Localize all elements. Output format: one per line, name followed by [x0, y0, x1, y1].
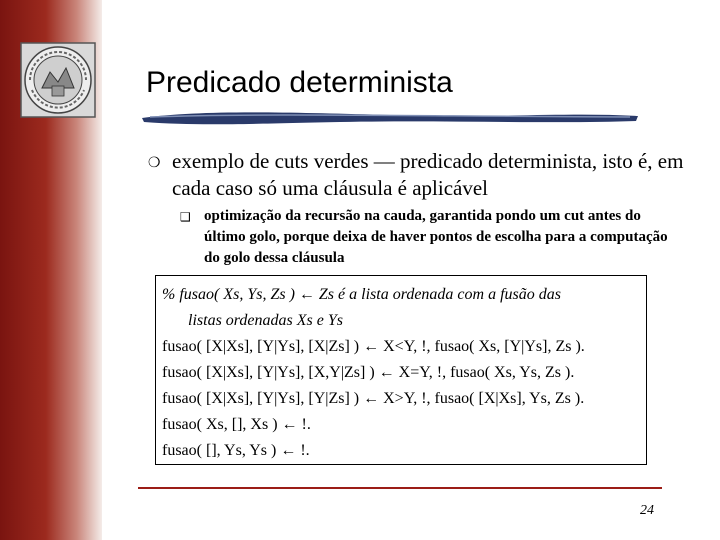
bullet-text: exemplo de cuts verdes — predicado determinista, isto é, em cada caso só uma cláusula é aplicável	[172, 149, 684, 200]
code-line: fusao( Xs, [], Xs ) ← !.	[162, 416, 311, 433]
code-line: fusao( [X|Xs], [Y|Ys], [X,Y|Zs] ) ← X=Y, !, fusao( Xs, Ys, Zs ).	[162, 364, 575, 381]
slide-title: Predicado determinista	[146, 66, 453, 99]
bullet-level2	[180, 206, 670, 269]
code-comment: % fusao( Xs, Ys, Zs ) ← Zs é a lista ordenada com a fusão das	[162, 286, 561, 303]
code-line: fusao( [X|Xs], [Y|Ys], [Y|Zs] ) ← X>Y, !, fusao( [X|Xs], Ys, Zs ).	[162, 390, 585, 407]
title-brush-rule	[140, 106, 640, 128]
code-line: fusao( [], Ys, Ys ) ← !.	[162, 442, 310, 459]
code-box	[155, 275, 647, 465]
page-number: 24	[640, 503, 654, 518]
sub-bullet-text: optimização da recursão na cauda, garantida pondo um cut antes do último golo, porque deixa de haver pontos de escolha para a computação do golo dessa cláusula	[204, 208, 668, 266]
university-seal-icon	[20, 42, 96, 118]
sub-bullet-marker: ❑	[180, 210, 191, 224]
code-comment-cont: listas ordenadas Xs e Ys	[188, 312, 343, 329]
code-line: fusao( [X|Xs], [Y|Ys], [X|Zs] ) ← X<Y, !, fusao( Xs, [Y|Ys], Zs ).	[162, 338, 585, 355]
footer-rule	[138, 487, 662, 489]
bullet-marker: ❍	[148, 155, 161, 171]
bullet-level1	[148, 148, 688, 202]
